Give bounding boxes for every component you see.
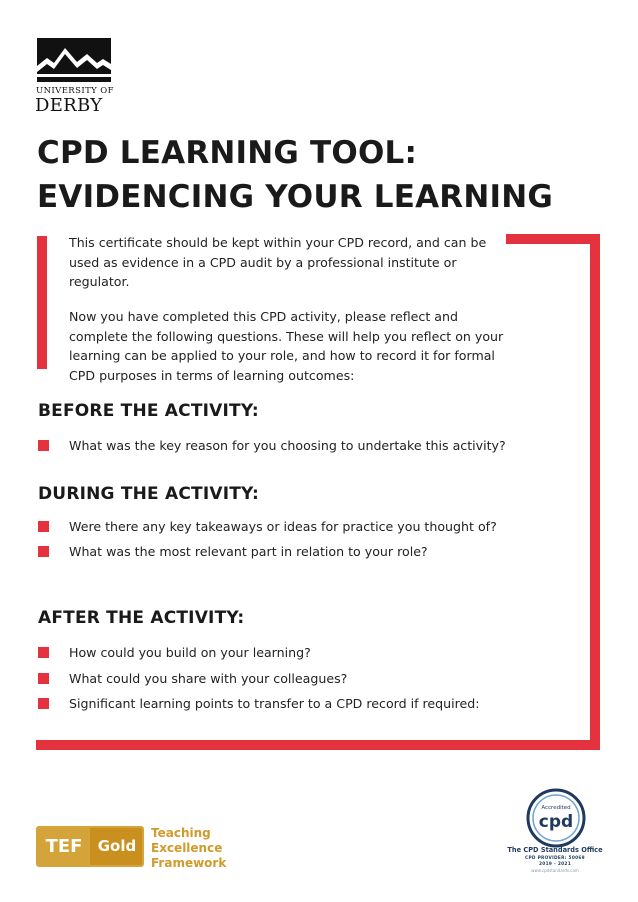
university-logo-icon: [37, 38, 111, 82]
tef-badge-gold-label: Gold: [90, 828, 144, 865]
cpd-accredited-seal-icon: [526, 788, 586, 848]
question-before-1: What was the key reason for you choosing to undertake this activity?: [69, 438, 506, 453]
question-during-1: Were there any key takeaways or ideas for practice you thought of?: [69, 519, 497, 534]
question-after-2: What could you share with your colleagues?: [69, 671, 348, 686]
page-title-line2: EVIDENCING YOUR LEARNING: [37, 179, 554, 215]
section-heading-before: BEFORE THE ACTIVITY:: [38, 401, 259, 421]
cpd-provider-number: CPD PROVIDER: 50069: [525, 856, 585, 861]
cpd-standards-office: The CPD Standards Office: [507, 846, 603, 854]
question-after-3: Significant learning points to transfer to a CPD record if required:: [69, 696, 480, 711]
cpd-years: 2019 - 2021: [539, 862, 571, 867]
bullet-square-icon: [38, 647, 49, 658]
tef-word-teaching: Teaching: [151, 826, 211, 840]
page-title-line1: CPD LEARNING TOOL:: [37, 135, 418, 171]
tef-badge-label: TEF: [38, 828, 90, 865]
accent-bar-right: [590, 234, 600, 750]
intro-paragraph-1: This certificate should be kept within your CPD record, and can be used as evidence in a CPD audit by a professional institute or regulator.: [69, 235, 487, 289]
bullet-square-icon: [38, 673, 49, 684]
cpd-website: www.cpdstandards.com: [531, 868, 579, 873]
bullet-square-icon: [38, 440, 49, 451]
cpd-logo-text: cpd: [538, 812, 574, 832]
logo-text-derby: DERBY: [35, 95, 103, 116]
question-during-2: What was the most relevant part in relation to your role?: [69, 544, 428, 559]
bullet-square-icon: [38, 698, 49, 709]
intro-paragraph-2: Now you have completed this CPD activity, please reflect and complete the following questions. These will help you reflect on your learning can be applied to your role, and how to record it for formal CPD purposes in terms of learning outcomes:: [69, 309, 504, 383]
tef-word-framework: Framework: [151, 856, 227, 870]
tef-word-excellence: Excellence: [151, 841, 223, 855]
accent-bar-left: [37, 236, 47, 369]
accent-bar-bottom: [36, 740, 600, 750]
logo-text-university-of: UNIVERSITY OF: [36, 86, 114, 96]
question-after-1: How could you build on your learning?: [69, 645, 311, 660]
section-heading-after: AFTER THE ACTIVITY:: [38, 608, 245, 628]
tef-gold-badge: [36, 826, 144, 867]
bullet-square-icon: [38, 546, 49, 557]
bullet-square-icon: [38, 521, 49, 532]
cpd-accredited-text: Accredited: [541, 805, 571, 811]
section-heading-during: DURING THE ACTIVITY:: [38, 484, 260, 504]
accent-bar-top-right: [506, 234, 600, 244]
